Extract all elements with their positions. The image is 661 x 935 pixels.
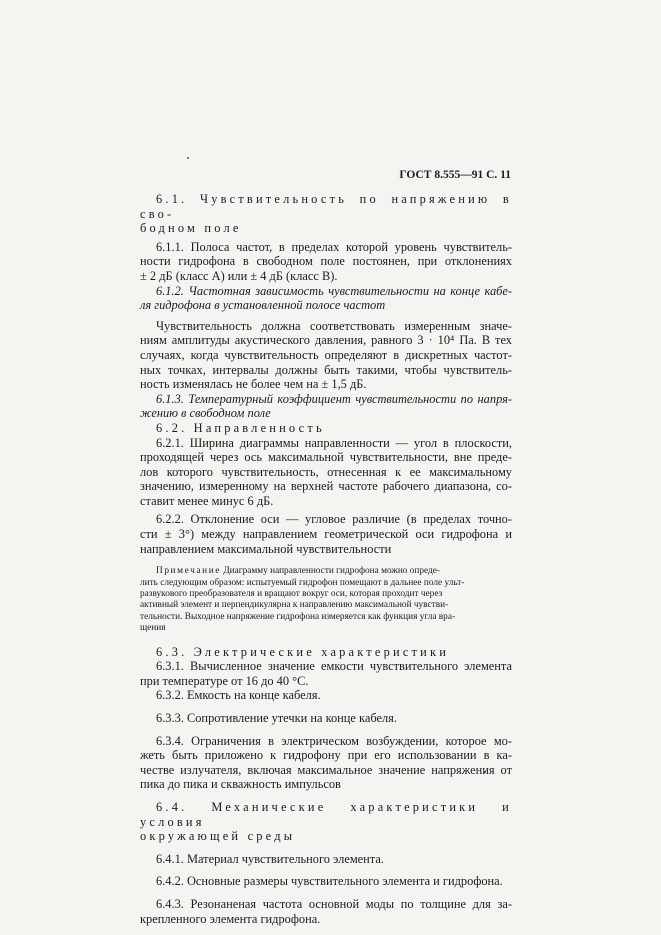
section-6-4-heading — [140, 800, 512, 844]
text-line: проходящей через ось максимальной чувствительности, вне преде- — [140, 450, 512, 465]
heading-line: бодном поле — [140, 221, 242, 236]
text-line — [140, 566, 512, 577]
note-text: Диаграмму направленности гидрофона можно опреде- — [221, 566, 440, 577]
text-line: 6.2.2. Отклонение оси — угловое различие (в пределах точно- — [156, 512, 512, 527]
paragraph-6-3-2: 6.3.2. Емкость на конце кабеля. — [156, 688, 321, 703]
heading-line: 6.1. Чувствительность по напряжению в сво- — [140, 192, 512, 221]
text-line: 6.1.1. Полоса частот, в пределах которой уровень чувствитель- — [156, 239, 512, 254]
section-6-2-heading: 6.2. Направленность — [156, 420, 325, 435]
text-line: жению в свободном поле — [140, 406, 271, 421]
paragraph-6-3-4 — [140, 734, 512, 792]
paragraph-6-4-2: 6.4.2. Основные размеры чувствительного элемента и гидрофона. — [156, 874, 503, 889]
text-line: 6.1.3. Температурный коэффициент чувствительности по напря- — [156, 391, 512, 406]
text-line: Чувствительность должна соответствовать измеренным значе- — [156, 318, 512, 333]
text-line: лов которого чувствительность, отнесенная к ее максимальному — [140, 464, 512, 479]
page-header: ГОСТ 8.555—91 С. 11 — [399, 169, 511, 181]
text-line: тельности. Выходное напряжение гидрофона измеряется как функция угла вра- — [140, 611, 456, 622]
text-line: 6.3.1. Вычисленное значение емкости чувствительного элемента — [156, 659, 512, 674]
paragraph-6-3-1 — [140, 659, 512, 688]
paragraph-6-2-2 — [140, 512, 512, 556]
text-line: крепленного элемента гидрофона. — [140, 911, 321, 926]
heading-line: окружающей среды — [140, 829, 296, 844]
paragraph-6-1-1 — [140, 240, 512, 284]
text-line: ± 2 дБ (класс А) или ± 4 дБ (класс В). — [140, 268, 338, 283]
paragraph-6-1-2 — [140, 284, 512, 313]
text-line: сти ± 3°) между направлением геометрической оси гидрофона и — [140, 527, 512, 542]
document-body — [140, 192, 512, 926]
text-line — [140, 284, 512, 299]
text-line: ниям амплитуды акустического давления, равного 3 · 10⁴ Па. В тех — [140, 333, 512, 348]
text-line: жеть быть приложено к гидрофону при его использовании в ка- — [140, 748, 512, 763]
text-line: ставит менее минус 6 дБ. — [140, 493, 274, 508]
paragraph-6-4-3 — [140, 897, 512, 926]
text-line: пика до пика и скважность импульсов — [140, 777, 341, 792]
text-line: ность изменялась не более чем на ± 1,5 дБ. — [140, 377, 367, 392]
heading-line: 6.4. Механические характеристики и условия — [140, 800, 512, 829]
paragraph-sensitivity — [140, 319, 512, 392]
text-line: ности гидрофона в свободном поле постоянен, при отклонениях — [140, 254, 512, 269]
section-6-1-heading — [140, 192, 512, 236]
text-line: ных точках, интервалы должны быть такими, чтобы чувствитель- — [140, 362, 512, 377]
text-line: щения — [140, 623, 166, 634]
text-line: ля гидрофона в установленной полосе частот — [140, 298, 386, 313]
scan-speck — [187, 157, 189, 159]
paragraph-6-3-3: 6.3.3. Сопротивление утечки на конце кабеля. — [156, 711, 397, 726]
paragraph-6-4-1: 6.4.1. Материал чувствительного элемента. — [156, 851, 384, 866]
text-line: активный элемент и перпендикулярна к направлению максимальной чувстви- — [140, 600, 449, 611]
clause-number: 6.1.2. Частотная зависимость чувствительности на конце кабе- — [156, 283, 512, 298]
paragraph-6-1-3 — [140, 392, 512, 421]
text-line: развукового преобразователя и вращают вокруг оси, которая проходит через — [140, 589, 443, 600]
paragraph-6-2-1 — [140, 436, 512, 509]
text-line: честве излучателя, включая максимальное значение напряжения от — [140, 762, 512, 777]
text-line: при температуре от 16 до 40 °С. — [140, 673, 309, 688]
note-label: Примечание — [156, 566, 221, 577]
text-line: 6.2.1. Ширина диаграммы направленности — угол в плоскости, — [156, 435, 512, 450]
section-6-3-heading: 6.3. Электрические характеристики — [156, 644, 450, 659]
text-line: случаях, когда чувствительность определяют в дискретных частот- — [140, 347, 512, 362]
text-line: значению, измеренному на верхней частоте рабочего диапазона, со- — [140, 479, 512, 494]
text-line: лить следующим образом: испытуемый гидрофон помещают в дальнее поле ульт- — [140, 577, 465, 588]
text-line: направлением максимальной чувствительности — [140, 541, 392, 556]
note-block — [140, 566, 512, 634]
text-line: 6.4.3. Резонаненая частота основной моды по толщине для за- — [156, 897, 512, 911]
text-line: 6.3.4. Ограничения в электрическом возбуждении, которое мо- — [156, 733, 512, 748]
